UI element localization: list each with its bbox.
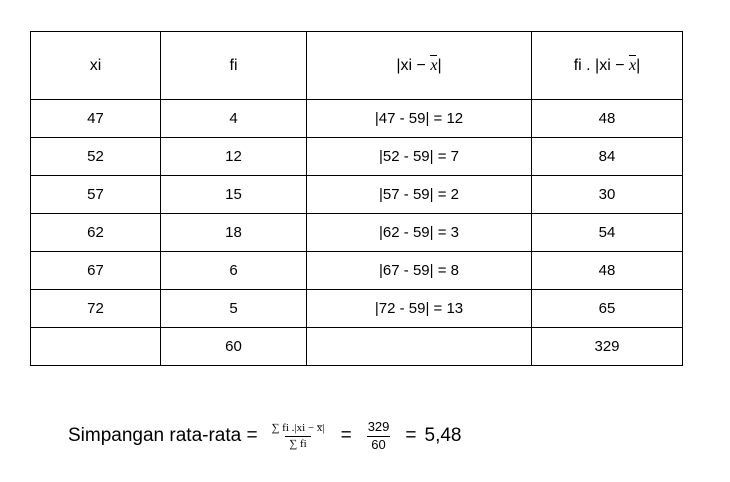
cell-xi: 72 [31, 290, 161, 328]
cell-fi-total: 60 [161, 328, 307, 366]
cell-fi: 6 [161, 252, 307, 290]
cell-fi: 12 [161, 138, 307, 176]
table-row [31, 252, 683, 290]
cell-fi: 5 [161, 290, 307, 328]
column-header-xi: xi [31, 32, 161, 100]
cell-fi: 15 [161, 176, 307, 214]
cell-deviation-total [307, 328, 532, 366]
cell-xi: 67 [31, 252, 161, 290]
frequency-distribution-table [30, 31, 683, 366]
table-header-row [31, 32, 683, 100]
cell-deviation: |67 - 59| = 8 [307, 252, 532, 290]
numeric-fraction [364, 420, 394, 453]
cell-fi: 4 [161, 100, 307, 138]
cell-fi-deviation: 84 [532, 138, 683, 176]
table-row [31, 290, 683, 328]
cell-xi-total [31, 328, 161, 366]
x-bar-symbol: x [430, 56, 438, 74]
equals-sign: = [340, 425, 352, 447]
table-row [31, 176, 683, 214]
cell-deviation: |72 - 59| = 13 [307, 290, 532, 328]
numeric-numerator: 329 [367, 419, 390, 434]
cell-deviation: |62 - 59| = 3 [307, 214, 532, 252]
fraction-numerator: ∑ fi .|xi − x̅| [271, 422, 325, 435]
numeric-denominator: 60 [367, 436, 389, 453]
cell-fi-deviation: 48 [532, 252, 683, 290]
cell-deviation: |57 - 59| = 2 [307, 176, 532, 214]
cell-xi: 57 [31, 176, 161, 214]
table-row [31, 100, 683, 138]
symbolic-fraction [268, 422, 329, 450]
cell-fi-deviation: 65 [532, 290, 683, 328]
formula-result: 5,48 [424, 425, 462, 447]
mean-deviation-formula [68, 420, 461, 453]
table-row [31, 214, 683, 252]
fraction-denominator: ∑ fi [285, 436, 310, 451]
cell-xi: 47 [31, 100, 161, 138]
formula-label: Simpangan rata-rata = [68, 425, 258, 447]
cell-xi: 52 [31, 138, 161, 176]
cell-xi: 62 [31, 214, 161, 252]
cell-fi: 18 [161, 214, 307, 252]
table-totals-row [31, 328, 683, 366]
equals-sign-2: = [405, 425, 417, 447]
cell-deviation: |52 - 59| = 7 [307, 138, 532, 176]
cell-fi-deviation-total: 329 [532, 328, 683, 366]
column-header-fi: fi [161, 32, 307, 100]
column-header-absolute-deviation: |xi − x| [307, 32, 532, 100]
cell-fi-deviation: 54 [532, 214, 683, 252]
cell-fi-deviation: 30 [532, 176, 683, 214]
cell-fi-deviation: 48 [532, 100, 683, 138]
column-header-fi-times-absolute-deviation: fi . |xi − x| [532, 32, 683, 100]
table-row [31, 138, 683, 176]
cell-deviation: |47 - 59| = 12 [307, 100, 532, 138]
x-bar-symbol: x [629, 56, 637, 74]
